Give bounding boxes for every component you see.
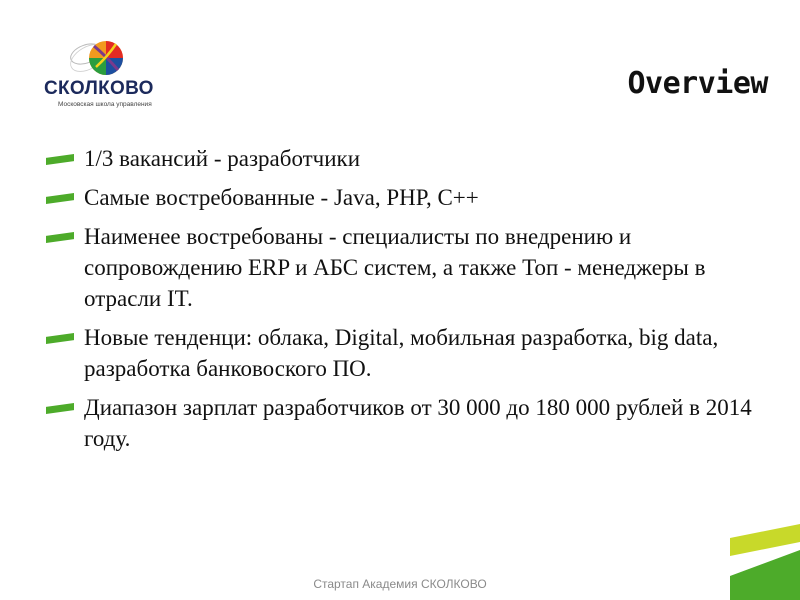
bullet-item <box>44 182 764 213</box>
bullet-item <box>44 322 764 384</box>
bullet-item <box>44 221 764 314</box>
logo-name: СКОЛКОВО <box>44 78 154 99</box>
green-stroke-bullet-icon <box>46 232 74 243</box>
green-stroke-bullet-icon <box>46 193 74 204</box>
bullet-text: Новые тенденци: облака, Digital, мобильная разработка, big data, разработка банковоского ПО. <box>84 325 719 381</box>
green-stroke-bullet-icon <box>46 333 74 344</box>
slide-title: Overview <box>627 66 768 101</box>
green-stroke-bullet-icon <box>46 154 74 165</box>
bullet-item <box>44 392 764 454</box>
logo-globe-icon <box>66 34 128 82</box>
footer-text: Стартап Академия СКОЛКОВО <box>313 577 487 591</box>
bullet-item <box>44 143 764 174</box>
bullet-text: Диапазон зарплат разработчиков от 30 000 до 180 000 рублей в 2014 году. <box>84 395 752 451</box>
bullet-text: Самые востребованные - Java, PHP, C++ <box>84 185 479 210</box>
logo-tagline: Московская школа управления <box>58 101 152 108</box>
bullet-text: 1/3 вакансий - разработчики <box>84 146 361 171</box>
bullet-text: Наименее востребованы - специалисты по внедрению и сопровождению ERP и АБС систем, а также Топ - менеджеры в отрасли IT. <box>84 224 706 311</box>
green-stroke-bullet-icon <box>46 403 74 414</box>
bullet-list <box>44 143 764 462</box>
corner-stripes-decoration <box>730 520 800 600</box>
skolkovo-logo <box>40 34 158 114</box>
